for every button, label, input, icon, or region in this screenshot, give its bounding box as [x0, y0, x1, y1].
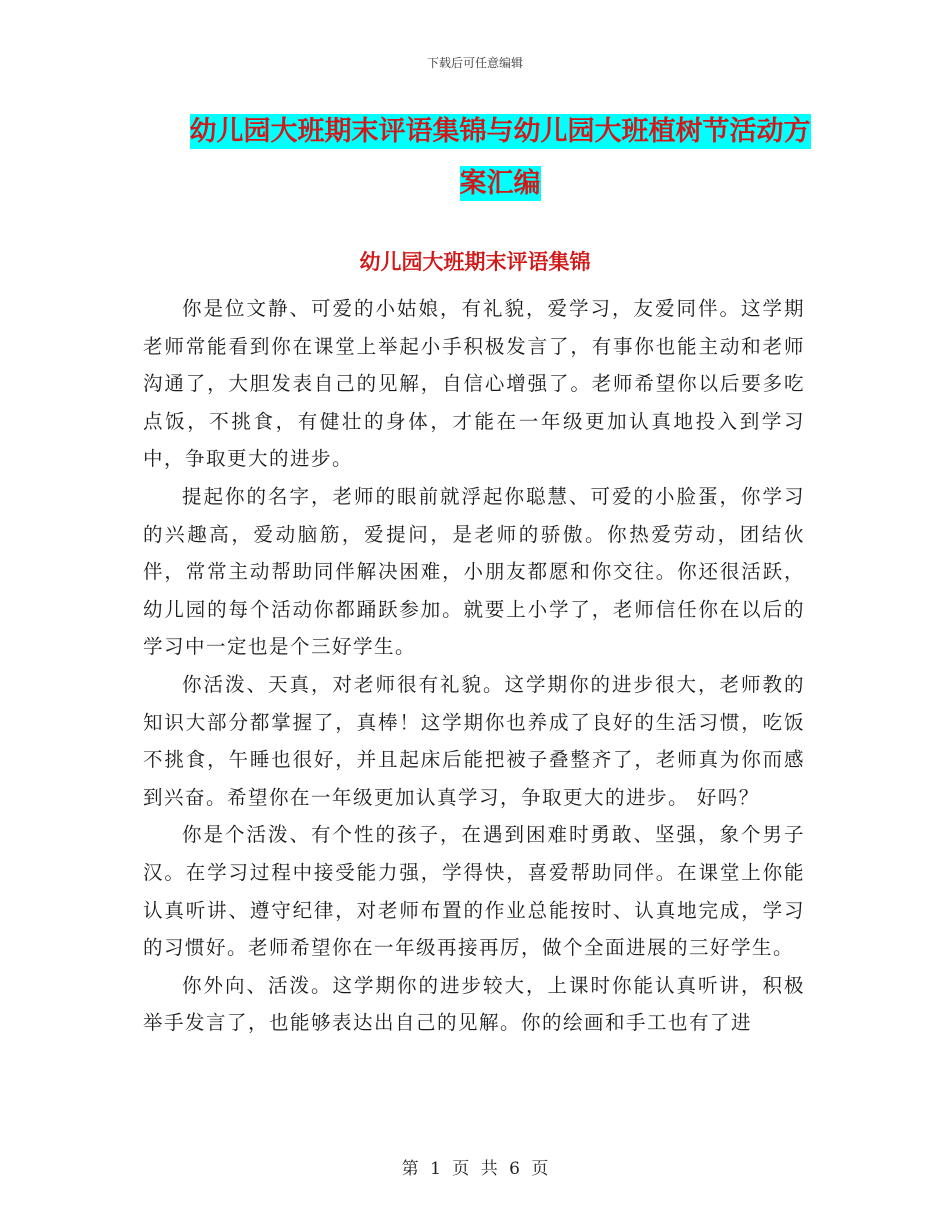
paragraph: 提起你的名字，老师的眼前就浮起你聪慧、可爱的小脸蛋，你学习的兴趣高，爱动脑筋，爱提问，是老师的骄傲。你热爱劳动，团结伙伴，常常主动帮助同伴解决困难，小朋友都愿和你交往。你还很活跃，幼儿园的每个活动你都踊跃参加。就要上小学了，老师信任你在以后的学习中一定也是个三好学生。 [143, 484, 805, 659]
page-footer: 第 1 页 共 6 页 [401, 1159, 549, 1179]
document-title-line-1: 幼儿园大班期末评语集锦与幼儿园大班植树节活动方 [189, 116, 811, 147]
document-title-line-2: 案汇编 [459, 168, 541, 199]
paragraph: 你活泼、天真，对老师很有礼貌。这学期你的进步很大，老师教的知识大部分都掌握了，真棒！这学期你也养成了良好的生活习惯，吃饭不挑食，午睡也很好，并且起床后能把被子叠整齐了，老师真为你而感到兴奋。希望你在一年级更加认真学习，争取更大的进步。 好吗？ [143, 672, 805, 809]
section-title: 幼儿园大班期末评语集锦 [359, 250, 591, 274]
paragraph: 你是个活泼、有个性的孩子，在遇到困难时勇敢、坚强，象个男子汉。在学习过程中接受能力强，学得快，喜爱帮助同伴。在课堂上你能认真听讲、遵守纪律，对老师布置的作业总能按时、认真地完成，学习的习惯好。老师希望你在一年级再接再厉，做个全面进展的三好学生。 [143, 823, 805, 960]
header-note: 下载后可任意编辑 [426, 56, 523, 70]
document-body [143, 290, 805, 1042]
paragraph: 你是位文静、可爱的小姑娘，有礼貌，爱学习，友爱同伴。这学期老师常能看到你在课堂上举起小手积极发言了，有事你也能主动和老师沟通了，大胆发表自己的见解，自信心增强了。老师希望你以后要多吃点饭，不挑食，有健壮的身体，才能在一年级更加认真地投入到学习中，争取更大的进步。 [143, 297, 805, 471]
paragraph: 你外向、活泼。这学期你的进步较大，上课时你能认真听讲，积极举手发言了，也能够表达出自己的见解。你的绘画和手工也有了进 [143, 973, 805, 1035]
document-title [150, 106, 850, 210]
